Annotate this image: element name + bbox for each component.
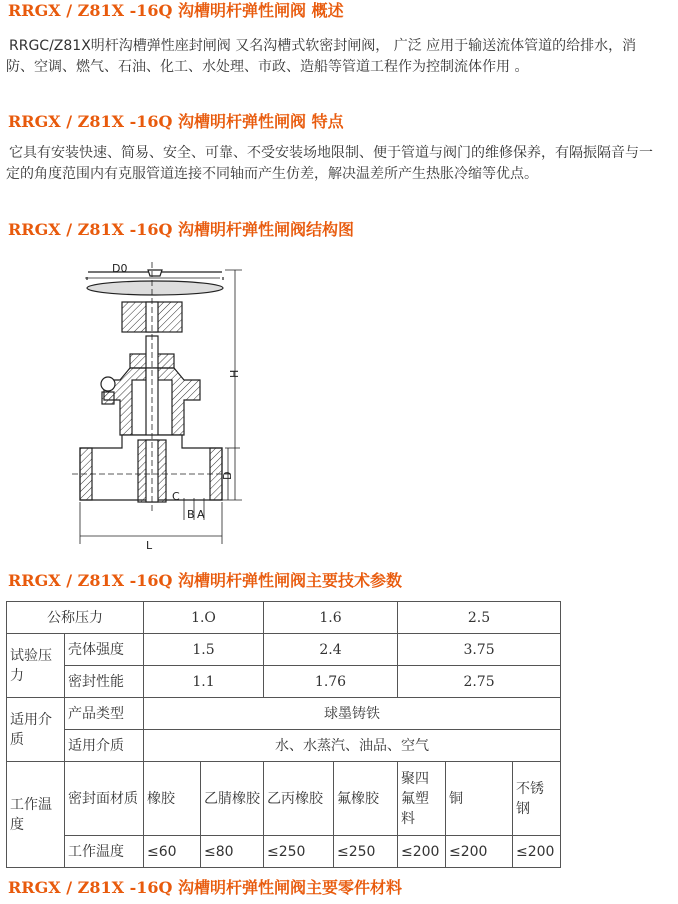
materials-heading: RRGX / Z81X -16Q 沟槽明杆弹性闸阀主要零件材料 <box>8 878 403 897</box>
seal-performance-cell: 2.75 <box>398 666 561 698</box>
nominal-pressure-label: 公称压力 <box>7 602 144 634</box>
shell-strength-cell: 2.4 <box>264 634 398 666</box>
working-temp-label: 工作温度 <box>7 762 65 868</box>
label-d: D <box>221 471 234 480</box>
temp-cell: ≤200 <box>513 836 561 868</box>
test-pressure-label: 试验压力 <box>7 634 65 698</box>
temp-cell: ≤250 <box>264 836 334 868</box>
table-row <box>7 698 561 730</box>
label-a: A <box>197 508 205 521</box>
table-row <box>7 602 561 634</box>
features-paragraph: 它具有安装快速、简易、安全、可靠、不受安装场地限制、便于管道与阀门的维修保养，有隔振隔音与一定的角度范围内有克服管道连接不同轴而产生仿差，解决温差所产生热胀冷缩等优点。 <box>6 145 653 182</box>
seal-material-label: 密封面材质 <box>65 762 144 836</box>
temp-cell: ≤200 <box>446 836 513 868</box>
seal-performance-cell: 1.76 <box>264 666 398 698</box>
material-cell: 乙腈橡胶 <box>201 762 264 836</box>
temp-cell: ≤250 <box>334 836 398 868</box>
material-cell: 氟橡胶 <box>334 762 398 836</box>
table-row <box>7 634 561 666</box>
handwheel <box>87 281 223 295</box>
label-d0: D0 <box>112 262 128 275</box>
params-table <box>6 601 561 868</box>
material-cell: 橡胶 <box>144 762 201 836</box>
material-cell: 不锈钢 <box>513 762 561 836</box>
temp-cell: ≤60 <box>144 836 201 868</box>
overview-paragraph: RRGC/Z81X明杆沟槽弹性座封闸阀 又名沟槽式软密封闸阀， 广泛 应用于输送流体管道的给排水，消防、空调、燃气、石油、化工、水处理、市政、造船等管道工程作为控制流体作用 。 <box>6 38 637 75</box>
medium-label: 适用介质 <box>7 698 65 762</box>
table-row <box>7 730 561 762</box>
shell-strength-cell: 3.75 <box>398 634 561 666</box>
seal-performance-cell: 1.1 <box>144 666 264 698</box>
pressure-cell: 2.5 <box>398 602 561 634</box>
product-type-value: 球墨铸铁 <box>144 698 561 730</box>
material-cell: 乙丙橡胶 <box>264 762 334 836</box>
material-cell: 铜 <box>446 762 513 836</box>
shell-strength-cell: 1.5 <box>144 634 264 666</box>
table-row <box>7 836 561 868</box>
label-l: L <box>146 539 153 552</box>
label-b: B <box>187 508 195 521</box>
params-heading: RRGX / Z81X -16Q 沟槽明杆弹性闸阀主要技术参数 <box>8 571 403 590</box>
features-heading: RRGX / Z81X -16Q 沟槽明杆弹性闸阀 特点 <box>8 112 344 131</box>
pressure-cell: 1.6 <box>264 602 398 634</box>
shell-strength-label: 壳体强度 <box>65 634 144 666</box>
temp-cell: ≤200 <box>398 836 446 868</box>
label-h: H <box>228 369 241 378</box>
table-row <box>7 762 561 836</box>
temp-cell: ≤80 <box>201 836 264 868</box>
overview-heading: RRGX / Z81X -16Q 沟槽明杆弹性闸阀 概述 <box>8 1 344 20</box>
valve-structure-diagram <box>60 250 280 560</box>
applicable-medium-value: 水、水蒸汽、油品、空气 <box>144 730 561 762</box>
product-type-label: 产品类型 <box>65 698 144 730</box>
structure-heading: RRGX / Z81X -16Q 沟槽明杆弹性闸阀结构图 <box>8 220 355 239</box>
label-c: C <box>172 490 180 503</box>
table-row <box>7 666 561 698</box>
material-cell: 聚四氟塑料 <box>398 762 446 836</box>
seal-performance-label: 密封性能 <box>65 666 144 698</box>
pressure-cell: 1.O <box>144 602 264 634</box>
applicable-medium-label: 适用介质 <box>65 730 144 762</box>
temp-row-label: 工作温度 <box>65 836 144 868</box>
